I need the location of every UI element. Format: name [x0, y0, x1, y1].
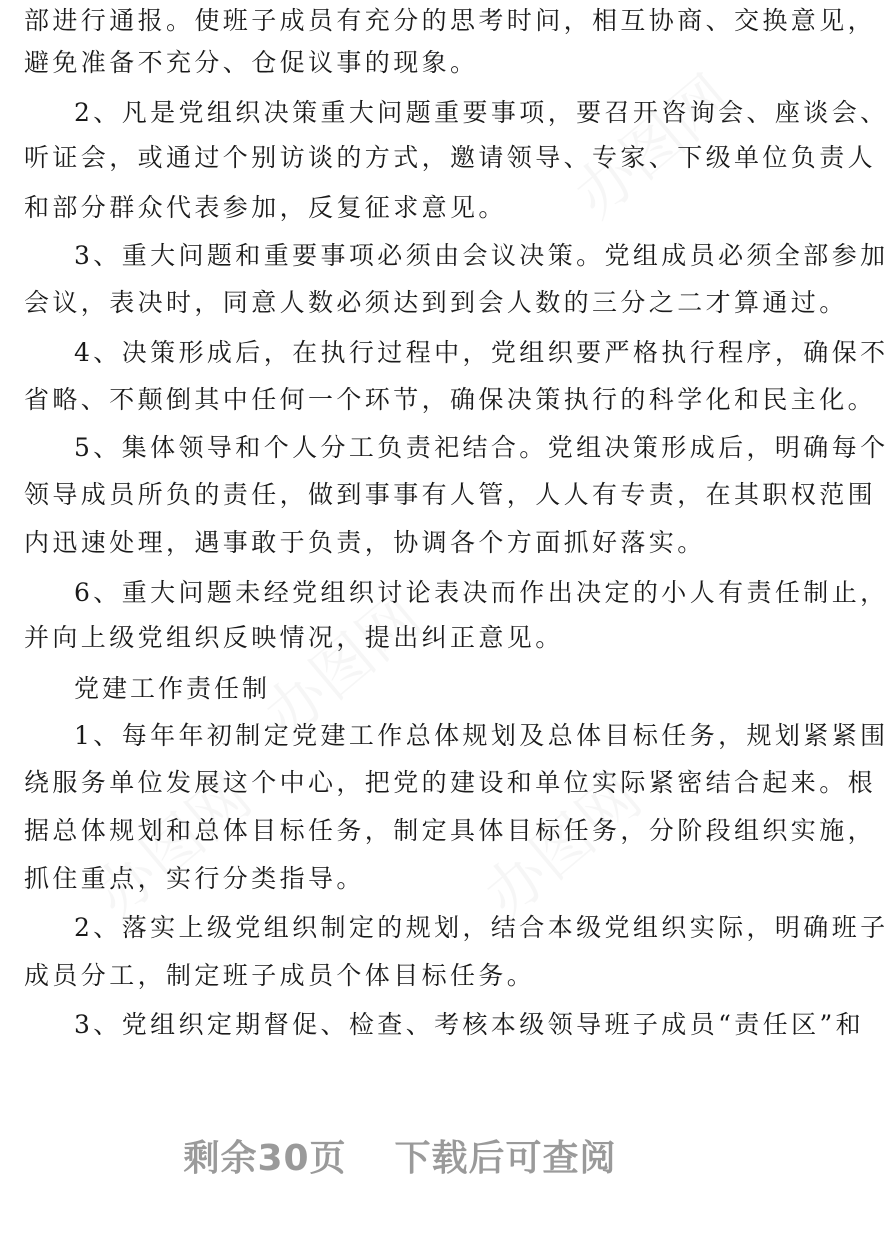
text-line: 和部分群众代表参加，反复征求意见。: [24, 193, 507, 222]
section-paragraph-3-line: 3、党组织定期督促、检查、考核本级领导班子成员“责任区”和: [74, 1010, 865, 1039]
remaining-pages-text: 剩余30页: [183, 1138, 347, 1179]
text-line: 绕服务单位发展这个中心，把党的建设和单位实际紧密结合起来。根: [24, 768, 877, 797]
text-line: 内迅速处理，遇事敢于负责，协调各个方面抓好落实。: [24, 528, 706, 557]
text-line: 会议，表决时，同意人数必须达到到会人数的三分之二才算通过。: [24, 288, 848, 317]
text-line: 部进行通报。使班子成员有充分的思考时问，相互协商、交换意见，: [24, 6, 877, 35]
section-paragraph-2-line: 2、落实上级党组织制定的规划，结合本级党组织实际，明确班子: [74, 913, 889, 942]
text-line: 省略、不颠倒其中任何一个环节，确保决策执行的科学化和民主化。: [24, 385, 877, 414]
download-to-read-text: 下载后可查阅: [394, 1138, 617, 1179]
section-heading: 党建工作责任制: [74, 674, 271, 703]
text-line: 避免准备不充分、仓促议事的现象。: [24, 48, 479, 77]
download-prompt[interactable]: [0, 1130, 800, 1181]
paragraph-6-line: 6、重大问题未经党组织讨论表决而作出决定的小人有责任制止，: [74, 578, 889, 607]
text-line: 听证会，或通过个别访谈的方式，邀请领导、专家、下级单位负责人: [24, 143, 877, 172]
text-line: 成员分工，制定班子成员个体目标任务。: [24, 961, 536, 990]
text-line: 据总体规划和总体目标任务，制定具体目标任务，分阶段组织实施，: [24, 816, 877, 845]
paragraph-2-line: 2、凡是党组织决策重大问题重要事项，要召开咨询会、座谈会、: [74, 98, 889, 127]
text-line: 抓住重点，实行分类指导。: [24, 864, 365, 893]
section-paragraph-1-line: 1、每年年初制定党建工作总体规划及总体目标任务，规划紧紧围: [74, 721, 889, 750]
paragraph-5-line: 5、集体领导和个人分工负责祀结合。党组决策形成后，明确每个: [74, 433, 889, 462]
text-line: 领导成员所负的责任，做到事事有人管，人人有专责，在其职权范围: [24, 480, 877, 509]
text-line: 并向上级党组织反映情况，提出纠正意见。: [24, 623, 564, 652]
paragraph-3-line: 3、重大问题和重要事项必须由会议决策。党组成员必须全部参加: [74, 241, 889, 270]
paragraph-4-line: 4、决策形成后，在执行过程中，党组织要严格执行程序，确保不: [74, 338, 889, 367]
